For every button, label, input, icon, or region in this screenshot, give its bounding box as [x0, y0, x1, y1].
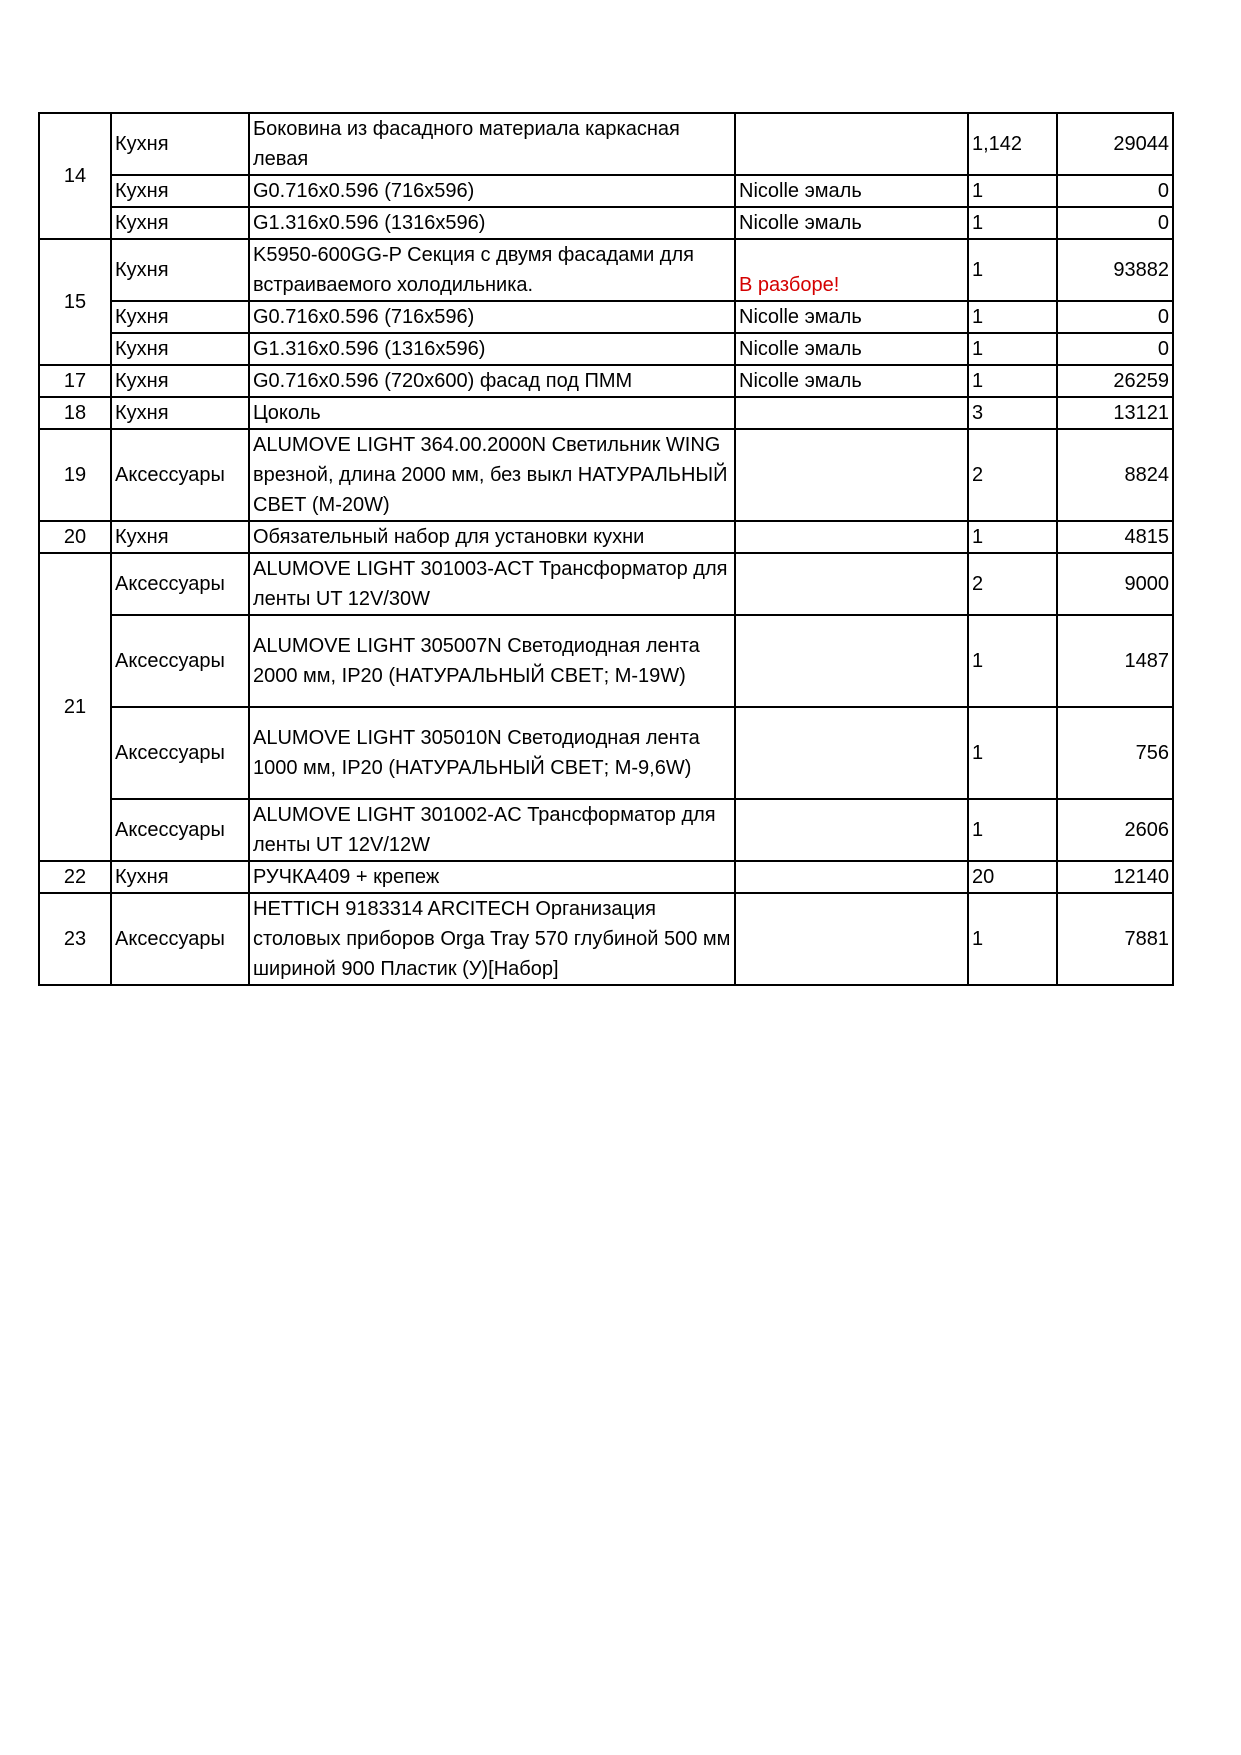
table-row: [39, 799, 1173, 861]
quantity-cell: 1: [968, 333, 1057, 365]
price-cell: 0: [1057, 207, 1173, 239]
table-row: [39, 553, 1173, 615]
finish-cell: Nicolle эмаль: [735, 175, 968, 207]
finish-cell: [735, 861, 968, 893]
finish-cell: [735, 553, 968, 615]
table-row: [39, 893, 1173, 985]
price-cell: 2606: [1057, 799, 1173, 861]
category-cell: Аксессуары: [111, 893, 249, 985]
price-cell: 0: [1057, 175, 1173, 207]
table-row: [39, 207, 1173, 239]
price-cell: 26259: [1057, 365, 1173, 397]
item-name-cell: Обязательный набор для установки кухни: [249, 521, 735, 553]
item-name-cell: Боковина из фасадного материала каркасная левая: [249, 113, 735, 175]
price-cell: 29044: [1057, 113, 1173, 175]
quantity-cell: 1: [968, 301, 1057, 333]
category-cell: Кухня: [111, 365, 249, 397]
price-cell: 7881: [1057, 893, 1173, 985]
table-row: [39, 429, 1173, 521]
price-table: [38, 112, 1174, 986]
price-cell: 0: [1057, 301, 1173, 333]
quantity-cell: 1,142: [968, 113, 1057, 175]
price-cell: 13121: [1057, 397, 1173, 429]
quantity-cell: 1: [968, 365, 1057, 397]
price-cell: 756: [1057, 707, 1173, 799]
finish-cell: Nicolle эмаль: [735, 207, 968, 239]
table-row: [39, 175, 1173, 207]
item-name-cell: ALUMOVE LIGHT 305010N Светодиодная лента 1000 мм, IP20 (НАТУРАЛЬНЫЙ СВЕТ; M-9,6W): [249, 707, 735, 799]
table-row: [39, 365, 1173, 397]
row-number: 21: [39, 553, 111, 861]
quantity-cell: 1: [968, 615, 1057, 707]
quantity-cell: 1: [968, 521, 1057, 553]
quantity-cell: 2: [968, 553, 1057, 615]
status-note: В разборе!: [735, 239, 968, 301]
finish-cell: [735, 707, 968, 799]
category-cell: Кухня: [111, 113, 249, 175]
price-cell: 4815: [1057, 521, 1173, 553]
table-row: [39, 861, 1173, 893]
table-row: [39, 615, 1173, 707]
price-cell: 0: [1057, 333, 1173, 365]
finish-cell: [735, 799, 968, 861]
item-name-cell: G1.316x0.596 (1316x596): [249, 207, 735, 239]
row-number: 15: [39, 239, 111, 365]
quantity-cell: 1: [968, 707, 1057, 799]
item-name-cell: РУЧКА409 + крепеж: [249, 861, 735, 893]
quantity-cell: 1: [968, 207, 1057, 239]
quantity-cell: 3: [968, 397, 1057, 429]
table-row: [39, 521, 1173, 553]
price-cell: 93882: [1057, 239, 1173, 301]
category-cell: Кухня: [111, 861, 249, 893]
quantity-cell: 1: [968, 175, 1057, 207]
item-name-cell: ALUMOVE LIGHT 301003-ACT Трансформатор для ленты UT 12V/30W: [249, 553, 735, 615]
item-name-cell: G0.716x0.596 (716x596): [249, 175, 735, 207]
category-cell: Кухня: [111, 207, 249, 239]
table-row: [39, 333, 1173, 365]
quantity-cell: 1: [968, 239, 1057, 301]
finish-cell: [735, 429, 968, 521]
table-row: [39, 239, 1173, 301]
quantity-cell: 20: [968, 861, 1057, 893]
row-number: 20: [39, 521, 111, 553]
table-row: [39, 707, 1173, 799]
price-cell: 12140: [1057, 861, 1173, 893]
row-number: 18: [39, 397, 111, 429]
item-name-cell: G0.716x0.596 (720x600) фасад под ПММ: [249, 365, 735, 397]
category-cell: Кухня: [111, 301, 249, 333]
item-name-cell: G1.316x0.596 (1316x596): [249, 333, 735, 365]
finish-cell: [735, 615, 968, 707]
category-cell: Аксессуары: [111, 429, 249, 521]
price-cell: 1487: [1057, 615, 1173, 707]
item-name-cell: K5950-600GG-P Секция с двумя фасадами для встраиваемого холодильника.: [249, 239, 735, 301]
category-cell: Кухня: [111, 521, 249, 553]
category-cell: Кухня: [111, 333, 249, 365]
finish-cell: [735, 113, 968, 175]
item-name-cell: ALUMOVE LIGHT 301002-AC Трансформатор для ленты UT 12V/12W: [249, 799, 735, 861]
category-cell: Кухня: [111, 175, 249, 207]
row-number: 23: [39, 893, 111, 985]
finish-cell: [735, 893, 968, 985]
item-name-cell: HETTICH 9183314 ARCITECH Организация столовых приборов Orga Tray 570 глубиной 500 мм шириной 900 Пластик (У)[Набор]: [249, 893, 735, 985]
category-cell: Аксессуары: [111, 799, 249, 861]
category-cell: Кухня: [111, 397, 249, 429]
finish-cell: Nicolle эмаль: [735, 301, 968, 333]
row-number: 19: [39, 429, 111, 521]
item-name-cell: ALUMOVE LIGHT 364.00.2000N Светильник WING врезной, длина 2000 мм, без выкл НАТУРАЛЬНЫЙ СВЕТ (M-20W): [249, 429, 735, 521]
item-name-cell: G0.716x0.596 (716x596): [249, 301, 735, 333]
item-name-cell: Цоколь: [249, 397, 735, 429]
category-cell: Аксессуары: [111, 553, 249, 615]
price-cell: 9000: [1057, 553, 1173, 615]
finish-cell: Nicolle эмаль: [735, 333, 968, 365]
item-name-cell: ALUMOVE LIGHT 305007N Светодиодная лента 2000 мм, IP20 (НАТУРАЛЬНЫЙ СВЕТ; M-19W): [249, 615, 735, 707]
category-cell: Аксессуары: [111, 707, 249, 799]
row-number: 17: [39, 365, 111, 397]
price-cell: 8824: [1057, 429, 1173, 521]
quantity-cell: 2: [968, 429, 1057, 521]
finish-cell: [735, 397, 968, 429]
table-row: [39, 113, 1173, 175]
quantity-cell: 1: [968, 893, 1057, 985]
finish-cell: Nicolle эмаль: [735, 365, 968, 397]
finish-cell: [735, 521, 968, 553]
row-number: 22: [39, 861, 111, 893]
category-cell: Кухня: [111, 239, 249, 301]
row-number: 14: [39, 113, 111, 239]
table-row: [39, 301, 1173, 333]
table-row: [39, 397, 1173, 429]
category-cell: Аксессуары: [111, 615, 249, 707]
quantity-cell: 1: [968, 799, 1057, 861]
